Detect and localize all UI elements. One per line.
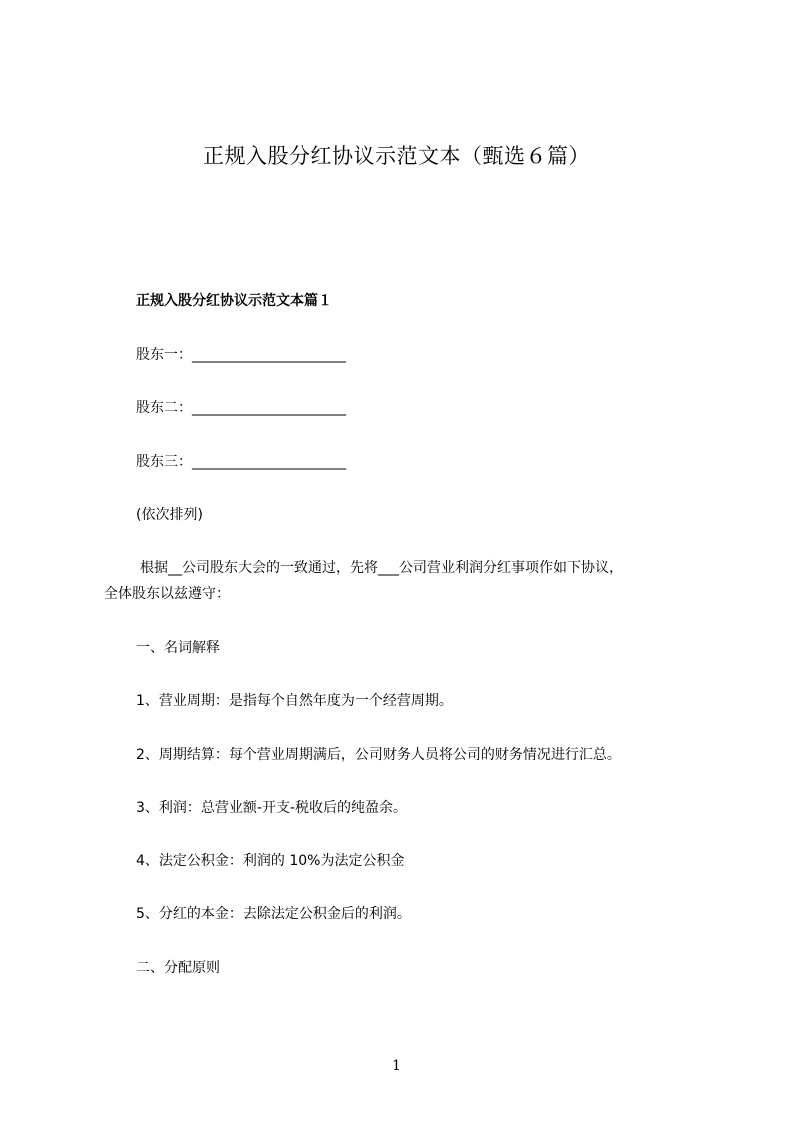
shareholder-two-line: 股东二：______________________ [136,400,346,416]
definition-item-1: 1、营业周期：是指每个自然年度为一个经营周期。 [136,693,453,709]
definition-item-5: 5、分红的本金：去除法定公积金后的利润。 [136,906,411,922]
document-title: 正规入股分红协议示范文本（甄选６篇） [203,144,590,168]
shareholder-three-line: 股东三：______________________ [136,454,346,470]
shareholder-one-line: 股东一：______________________ [136,347,346,363]
definition-item-2: 2、周期结算：每个营业周期满后，公司财务人员将公司的财务情况进行汇总。 [136,747,621,763]
definition-item-3: 3、利润：总营业额-开支-税收后的纯盈余。 [136,800,408,816]
order-note: (依次排列) [136,507,203,523]
page-number: 1 [392,1058,401,1074]
section-heading: 正规入股分红协议示范文本篇１ [136,293,332,309]
preamble-paragraph-line-2: 全体股东以兹遵守： [104,586,230,602]
heading-definitions: 一、名词解释 [136,640,220,656]
preamble-paragraph-line-1: 根据__公司股东大会的一致通过，先将___公司营业利润分红事项作如下协议， [140,560,623,576]
heading-distribution-principles: 二、分配原则 [136,960,220,976]
definition-item-4: 4、法定公积金：利润的 10%为法定公积金 [136,853,405,869]
